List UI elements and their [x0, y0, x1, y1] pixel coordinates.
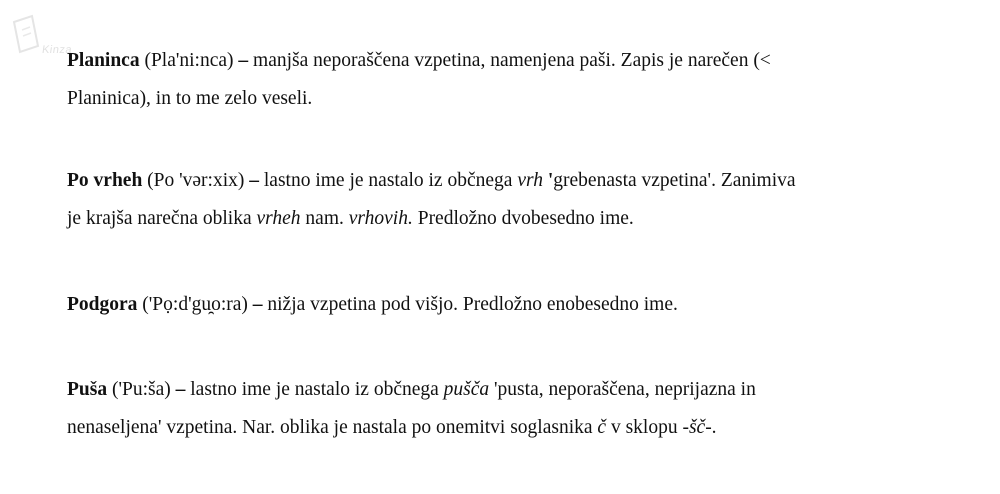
entry-definition-cont: nenaseljena' vzpetina. Nar. oblika je nastala po onemitvi soglasnika	[67, 417, 598, 438]
entry-dash: –	[249, 170, 260, 191]
entry-definition-gloss: 'pusta, neporaščena, neprijazna in	[489, 379, 756, 400]
entry-pronunciation: (Pla'ni:nca)	[139, 50, 239, 71]
entry-dash: –	[175, 379, 186, 400]
entry-italic-word: vrh	[517, 170, 543, 191]
entry-pronunciation: ('Pọ:d'gu̯o:ra)	[137, 294, 253, 315]
entry-definition-gloss: grebenasta vzpetina'. Zanimiva	[553, 170, 796, 191]
entry-term: Podgora	[67, 294, 138, 315]
entry-definition-cont: je krajša narečna oblika	[67, 208, 257, 229]
entry-definition-cont: v sklopu -	[606, 417, 689, 438]
entry-pusa	[67, 371, 940, 447]
entry-definition: lastno ime je nastalo iz občnega	[185, 379, 444, 400]
entry-term: Puša	[67, 379, 108, 400]
entry-term: Po vrheh	[67, 170, 143, 191]
entry-podgora	[67, 286, 940, 324]
entry-definition-cont: -.	[705, 417, 717, 438]
entry-italic-word: vrhovih.	[348, 208, 413, 229]
entry-po-vrheh	[67, 162, 940, 238]
entry-pronunciation: ('Pu:ša)	[107, 379, 176, 400]
entry-term: Planinca	[67, 50, 140, 71]
entry-italic-word: pušča	[443, 379, 490, 400]
entry-pronunciation: (Po 'vər:xix)	[142, 170, 250, 191]
entry-italic-word: vrheh	[256, 208, 301, 229]
entry-italic-word: č	[597, 417, 607, 438]
watermark-text: Kinza	[41, 44, 73, 56]
entry-definition: manjša neporaščena vzpetina, namenjena paši. Zapis je narečen (<	[248, 50, 771, 71]
entry-definition: nižja vzpetina pod višjo. Predložno enobesedno ime.	[262, 294, 678, 315]
entry-dash: –	[252, 294, 263, 315]
entry-definition-cont: Predložno dvobesedno ime.	[412, 208, 634, 229]
entry-definition-cont: nam.	[300, 208, 349, 229]
entry-planinca	[67, 42, 940, 118]
entry-quote-mark: '	[547, 170, 554, 191]
entry-italic-word: šč	[688, 417, 706, 438]
entry-definition-cont: Planinica), in to me zelo veseli.	[67, 88, 313, 109]
entry-definition: lastno ime je nastalo iz občnega	[259, 170, 518, 191]
entry-dash: –	[238, 50, 249, 71]
